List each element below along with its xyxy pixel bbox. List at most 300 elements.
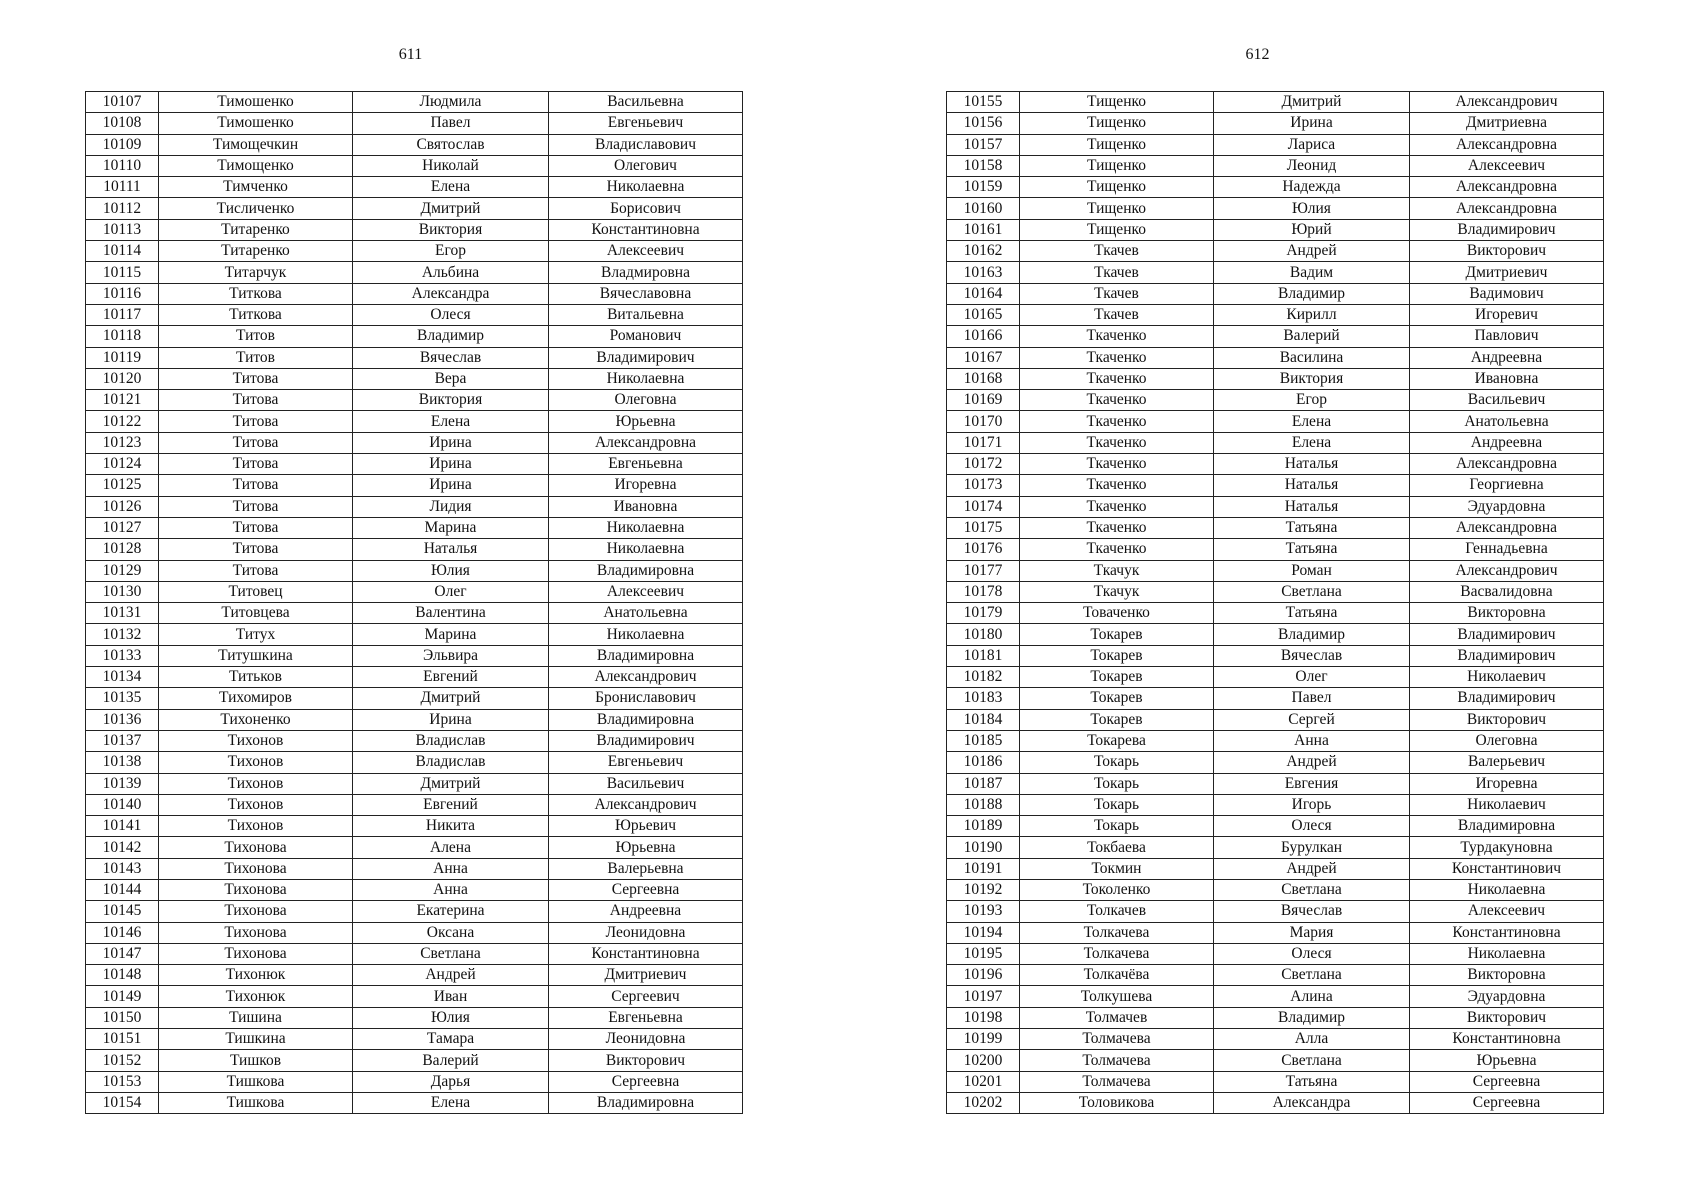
patronymic-cell: Алексеевич <box>1410 155 1604 176</box>
patronymic-cell: Сергеевна <box>549 1071 743 1092</box>
record-id-cell: 10182 <box>947 667 1020 688</box>
patronymic-cell: Вячеславовна <box>549 283 743 304</box>
table-row <box>947 198 1604 219</box>
page-right <box>845 0 1690 1200</box>
record-id-cell: 10112 <box>86 198 159 219</box>
record-id-cell: 10108 <box>86 113 159 134</box>
table-row <box>86 603 743 624</box>
record-id-cell: 10128 <box>86 539 159 560</box>
record-id-cell: 10180 <box>947 624 1020 645</box>
first-name-cell: Олеся <box>1214 816 1410 837</box>
first-name-cell: Игорь <box>1214 794 1410 815</box>
first-name-cell: Бурулкан <box>1214 837 1410 858</box>
first-name-cell: Наталья <box>353 539 549 560</box>
first-name-cell: Никита <box>353 816 549 837</box>
record-id-cell: 10142 <box>86 837 159 858</box>
last-name-cell: Тихонова <box>159 858 353 879</box>
patronymic-cell: Николаевна <box>549 368 743 389</box>
record-id-cell: 10145 <box>86 901 159 922</box>
first-name-cell: Ирина <box>353 432 549 453</box>
first-name-cell: Анна <box>1214 730 1410 751</box>
table-row <box>947 496 1604 517</box>
table-row <box>86 965 743 986</box>
record-id-cell: 10174 <box>947 496 1020 517</box>
table-row <box>947 411 1604 432</box>
first-name-cell: Виктория <box>1214 368 1410 389</box>
table-row <box>947 134 1604 155</box>
first-name-cell: Евгений <box>353 667 549 688</box>
patronymic-cell: Юрьевна <box>549 837 743 858</box>
first-name-cell: Николай <box>353 155 549 176</box>
record-id-cell: 10162 <box>947 241 1020 262</box>
record-id-cell: 10186 <box>947 752 1020 773</box>
table-row <box>86 368 743 389</box>
first-name-cell: Вера <box>353 368 549 389</box>
table-row <box>947 347 1604 368</box>
first-name-cell: Юрий <box>1214 219 1410 240</box>
patronymic-cell: Анатольевна <box>549 603 743 624</box>
patronymic-cell: Викторович <box>549 1050 743 1071</box>
last-name-cell: Тимошенко <box>159 92 353 113</box>
table-row <box>86 773 743 794</box>
first-name-cell: Ирина <box>353 709 549 730</box>
last-name-cell: Ткачев <box>1020 304 1214 325</box>
patronymic-cell: Николаевна <box>1410 879 1604 900</box>
last-name-cell: Токарь <box>1020 773 1214 794</box>
table-row <box>947 794 1604 815</box>
first-name-cell: Светлана <box>1214 581 1410 602</box>
last-name-cell: Токбаева <box>1020 837 1214 858</box>
patronymic-cell: Васильевич <box>1410 390 1604 411</box>
last-name-cell: Ткаченко <box>1020 411 1214 432</box>
table-row <box>86 709 743 730</box>
first-name-cell: Татьяна <box>1214 603 1410 624</box>
table-row <box>947 262 1604 283</box>
table-row <box>947 92 1604 113</box>
table-row <box>947 667 1604 688</box>
patronymic-cell: Олегович <box>549 155 743 176</box>
first-name-cell: Валерий <box>353 1050 549 1071</box>
first-name-cell: Владислав <box>353 752 549 773</box>
last-name-cell: Токарев <box>1020 688 1214 709</box>
last-name-cell: Тихонов <box>159 773 353 794</box>
first-name-cell: Юлия <box>1214 198 1410 219</box>
first-name-cell: Владимир <box>1214 1007 1410 1028</box>
patronymic-cell: Владимирович <box>1410 645 1604 666</box>
first-name-cell: Дарья <box>353 1071 549 1092</box>
record-id-cell: 10195 <box>947 943 1020 964</box>
patronymic-cell: Владимировна <box>549 709 743 730</box>
first-name-cell: Лариса <box>1214 134 1410 155</box>
record-id-cell: 10130 <box>86 581 159 602</box>
record-id-cell: 10196 <box>947 965 1020 986</box>
record-id-cell: 10175 <box>947 517 1020 538</box>
table-row <box>947 283 1604 304</box>
table-row <box>86 1092 743 1113</box>
record-id-cell: 10109 <box>86 134 159 155</box>
first-name-cell: Александра <box>353 283 549 304</box>
first-name-cell: Кирилл <box>1214 304 1410 325</box>
record-id-cell: 10127 <box>86 517 159 538</box>
record-id-cell: 10188 <box>947 794 1020 815</box>
first-name-cell: Алена <box>353 837 549 858</box>
last-name-cell: Титова <box>159 496 353 517</box>
table-row <box>86 432 743 453</box>
record-id-cell: 10177 <box>947 560 1020 581</box>
last-name-cell: Тишкина <box>159 1029 353 1050</box>
first-name-cell: Вадим <box>1214 262 1410 283</box>
table-row <box>86 858 743 879</box>
table-row <box>947 241 1604 262</box>
patronymic-cell: Евгеньевич <box>549 752 743 773</box>
last-name-cell: Токоленко <box>1020 879 1214 900</box>
first-name-cell: Егор <box>353 241 549 262</box>
last-name-cell: Тищенко <box>1020 177 1214 198</box>
last-name-cell: Ткаченко <box>1020 517 1214 538</box>
table-row <box>86 581 743 602</box>
first-name-cell: Мария <box>1214 922 1410 943</box>
last-name-cell: Толовикова <box>1020 1092 1214 1113</box>
first-name-cell: Дмитрий <box>353 688 549 709</box>
patronymic-cell: Александровна <box>1410 134 1604 155</box>
record-id-cell: 10132 <box>86 624 159 645</box>
record-id-cell: 10198 <box>947 1007 1020 1028</box>
table-row <box>947 155 1604 176</box>
last-name-cell: Толкачева <box>1020 943 1214 964</box>
patronymic-cell: Витальевна <box>549 304 743 325</box>
table-row <box>86 539 743 560</box>
patronymic-cell: Николаевна <box>549 517 743 538</box>
record-id-cell: 10138 <box>86 752 159 773</box>
last-name-cell: Тищенко <box>1020 155 1214 176</box>
record-id-cell: 10194 <box>947 922 1020 943</box>
last-name-cell: Толкушева <box>1020 986 1214 1007</box>
last-name-cell: Толмачева <box>1020 1050 1214 1071</box>
last-name-cell: Токмин <box>1020 858 1214 879</box>
record-id-cell: 10151 <box>86 1029 159 1050</box>
table-row <box>86 241 743 262</box>
first-name-cell: Виктория <box>353 390 549 411</box>
roster-table <box>85 91 743 1114</box>
table-row <box>86 454 743 475</box>
first-name-cell: Павел <box>353 113 549 134</box>
record-id-cell: 10191 <box>947 858 1020 879</box>
last-name-cell: Тимощечкин <box>159 134 353 155</box>
table-row <box>86 390 743 411</box>
patronymic-cell: Юрьевич <box>549 816 743 837</box>
table-row <box>86 475 743 496</box>
patronymic-cell: Николаевна <box>549 539 743 560</box>
table-row <box>86 134 743 155</box>
last-name-cell: Ткаченко <box>1020 368 1214 389</box>
patronymic-cell: Владимирович <box>549 730 743 751</box>
patronymic-cell: Дмитриевич <box>1410 262 1604 283</box>
last-name-cell: Толкачев <box>1020 901 1214 922</box>
record-id-cell: 10114 <box>86 241 159 262</box>
last-name-cell: Тищенко <box>1020 134 1214 155</box>
first-name-cell: Владимир <box>353 326 549 347</box>
record-id-cell: 10141 <box>86 816 159 837</box>
record-id-cell: 10193 <box>947 901 1020 922</box>
first-name-cell: Светлана <box>1214 1050 1410 1071</box>
last-name-cell: Тихоненко <box>159 709 353 730</box>
last-name-cell: Тишкова <box>159 1092 353 1113</box>
table-row <box>947 858 1604 879</box>
patronymic-cell: Борисович <box>549 198 743 219</box>
last-name-cell: Ткаченко <box>1020 454 1214 475</box>
patronymic-cell: Викторович <box>1410 241 1604 262</box>
record-id-cell: 10139 <box>86 773 159 794</box>
record-id-cell: 10184 <box>947 709 1020 730</box>
first-name-cell: Анна <box>353 879 549 900</box>
patronymic-cell: Дмитриевич <box>549 965 743 986</box>
patronymic-cell: Эдуардовна <box>1410 986 1604 1007</box>
table-row <box>86 177 743 198</box>
last-name-cell: Токарева <box>1020 730 1214 751</box>
table-row <box>86 283 743 304</box>
record-id-cell: 10137 <box>86 730 159 751</box>
patronymic-cell: Константиновна <box>549 943 743 964</box>
table-row <box>86 411 743 432</box>
last-name-cell: Токарев <box>1020 667 1214 688</box>
record-id-cell: 10110 <box>86 155 159 176</box>
first-name-cell: Алла <box>1214 1029 1410 1050</box>
first-name-cell: Наталья <box>1214 475 1410 496</box>
patronymic-cell: Сергеевна <box>1410 1071 1604 1092</box>
patronymic-cell: Александрович <box>1410 560 1604 581</box>
first-name-cell: Светлана <box>1214 879 1410 900</box>
record-id-cell: 10155 <box>947 92 1020 113</box>
record-id-cell: 10197 <box>947 986 1020 1007</box>
table-row <box>947 837 1604 858</box>
record-id-cell: 10147 <box>86 943 159 964</box>
table-row <box>947 688 1604 709</box>
last-name-cell: Тихонюк <box>159 965 353 986</box>
record-id-cell: 10140 <box>86 794 159 815</box>
patronymic-cell: Владимировна <box>549 1092 743 1113</box>
table-row <box>86 560 743 581</box>
record-id-cell: 10124 <box>86 454 159 475</box>
first-name-cell: Святослав <box>353 134 549 155</box>
table-row <box>947 603 1604 624</box>
first-name-cell: Ирина <box>353 475 549 496</box>
patronymic-cell: Юрьевна <box>1410 1050 1604 1071</box>
patronymic-cell: Сергеевич <box>549 986 743 1007</box>
first-name-cell: Андрей <box>1214 858 1410 879</box>
patronymic-cell: Романович <box>549 326 743 347</box>
table-row <box>947 177 1604 198</box>
patronymic-cell: Викторовна <box>1410 965 1604 986</box>
last-name-cell: Ткачук <box>1020 581 1214 602</box>
patronymic-cell: Васильевич <box>549 773 743 794</box>
last-name-cell: Титова <box>159 539 353 560</box>
last-name-cell: Титовец <box>159 581 353 602</box>
last-name-cell: Ткаченко <box>1020 475 1214 496</box>
record-id-cell: 10160 <box>947 198 1020 219</box>
record-id-cell: 10153 <box>86 1071 159 1092</box>
patronymic-cell: Турдакуновна <box>1410 837 1604 858</box>
record-id-cell: 10158 <box>947 155 1020 176</box>
last-name-cell: Титовцева <box>159 603 353 624</box>
patronymic-cell: Евгеньевич <box>549 113 743 134</box>
first-name-cell: Василина <box>1214 347 1410 368</box>
last-name-cell: Титова <box>159 475 353 496</box>
patronymic-cell: Павлович <box>1410 326 1604 347</box>
record-id-cell: 10200 <box>947 1050 1020 1071</box>
last-name-cell: Тимощенко <box>159 155 353 176</box>
patronymic-cell: Николаевич <box>1410 794 1604 815</box>
table-row <box>947 304 1604 325</box>
last-name-cell: Ткачук <box>1020 560 1214 581</box>
last-name-cell: Толкачева <box>1020 922 1214 943</box>
first-name-cell: Татьяна <box>1214 517 1410 538</box>
record-id-cell: 10146 <box>86 922 159 943</box>
record-id-cell: 10152 <box>86 1050 159 1071</box>
last-name-cell: Ткачев <box>1020 283 1214 304</box>
table-row <box>86 1007 743 1028</box>
last-name-cell: Титов <box>159 326 353 347</box>
last-name-cell: Толмачев <box>1020 1007 1214 1028</box>
first-name-cell: Дмитрий <box>1214 92 1410 113</box>
first-name-cell: Надежда <box>1214 177 1410 198</box>
table-row <box>947 879 1604 900</box>
record-id-cell: 10187 <box>947 773 1020 794</box>
first-name-cell: Вячеслав <box>353 347 549 368</box>
last-name-cell: Ткаченко <box>1020 347 1214 368</box>
patronymic-cell: Константиновна <box>1410 1029 1604 1050</box>
table-row <box>86 326 743 347</box>
patronymic-cell: Ивановна <box>549 496 743 517</box>
first-name-cell: Дмитрий <box>353 773 549 794</box>
patronymic-cell: Юрьевна <box>549 411 743 432</box>
table-row <box>86 624 743 645</box>
table-row <box>947 326 1604 347</box>
record-id-cell: 10168 <box>947 368 1020 389</box>
patronymic-cell: Владимировна <box>549 560 743 581</box>
table-row <box>86 816 743 837</box>
table-row <box>86 901 743 922</box>
last-name-cell: Титушкина <box>159 645 353 666</box>
last-name-cell: Ткачев <box>1020 241 1214 262</box>
first-name-cell: Елена <box>1214 432 1410 453</box>
first-name-cell: Светлана <box>353 943 549 964</box>
record-id-cell: 10129 <box>86 560 159 581</box>
record-id-cell: 10167 <box>947 347 1020 368</box>
last-name-cell: Титьков <box>159 667 353 688</box>
table-row <box>947 709 1604 730</box>
first-name-cell: Сергей <box>1214 709 1410 730</box>
last-name-cell: Тищенко <box>1020 219 1214 240</box>
patronymic-cell: Васильевна <box>549 92 743 113</box>
record-id-cell: 10149 <box>86 986 159 1007</box>
patronymic-cell: Николаевна <box>549 177 743 198</box>
record-id-cell: 10122 <box>86 411 159 432</box>
first-name-cell: Ирина <box>1214 113 1410 134</box>
patronymic-cell: Константинович <box>1410 858 1604 879</box>
record-id-cell: 10135 <box>86 688 159 709</box>
table-row <box>86 837 743 858</box>
table-row <box>86 1071 743 1092</box>
table-row <box>947 922 1604 943</box>
first-name-cell: Евгений <box>353 794 549 815</box>
first-name-cell: Андрей <box>353 965 549 986</box>
last-name-cell: Титкова <box>159 283 353 304</box>
first-name-cell: Вячеслав <box>1214 645 1410 666</box>
last-name-cell: Тихомиров <box>159 688 353 709</box>
patronymic-cell: Александровна <box>1410 454 1604 475</box>
first-name-cell: Екатерина <box>353 901 549 922</box>
first-name-cell: Олег <box>353 581 549 602</box>
last-name-cell: Титова <box>159 368 353 389</box>
first-name-cell: Ирина <box>353 454 549 475</box>
last-name-cell: Тимченко <box>159 177 353 198</box>
last-name-cell: Ткаченко <box>1020 496 1214 517</box>
record-id-cell: 10163 <box>947 262 1020 283</box>
record-id-cell: 10178 <box>947 581 1020 602</box>
first-name-cell: Юлия <box>353 560 549 581</box>
patronymic-cell: Васвалидовна <box>1410 581 1604 602</box>
last-name-cell: Титкова <box>159 304 353 325</box>
table-row <box>86 517 743 538</box>
first-name-cell: Александра <box>1214 1092 1410 1113</box>
last-name-cell: Тищенко <box>1020 92 1214 113</box>
last-name-cell: Ткаченко <box>1020 390 1214 411</box>
last-name-cell: Тисличенко <box>159 198 353 219</box>
patronymic-cell: Сергеевна <box>549 879 743 900</box>
last-name-cell: Титова <box>159 432 353 453</box>
last-name-cell: Ткачев <box>1020 262 1214 283</box>
last-name-cell: Титаренко <box>159 241 353 262</box>
record-id-cell: 10199 <box>947 1029 1020 1050</box>
table-row <box>86 922 743 943</box>
table-row <box>86 347 743 368</box>
first-name-cell: Вячеслав <box>1214 901 1410 922</box>
patronymic-cell: Георгиевна <box>1410 475 1604 496</box>
first-name-cell: Алина <box>1214 986 1410 1007</box>
first-name-cell: Елена <box>353 1092 549 1113</box>
patronymic-cell: Леонидовна <box>549 922 743 943</box>
patronymic-cell: Владимирович <box>1410 219 1604 240</box>
first-name-cell: Наталья <box>1214 496 1410 517</box>
record-id-cell: 10113 <box>86 219 159 240</box>
record-id-cell: 10171 <box>947 432 1020 453</box>
patronymic-cell: Игоревна <box>549 475 743 496</box>
patronymic-cell: Викторович <box>1410 709 1604 730</box>
first-name-cell: Андрей <box>1214 241 1410 262</box>
page-number: 611 <box>398 46 423 63</box>
first-name-cell: Владимир <box>1214 624 1410 645</box>
record-id-cell: 10165 <box>947 304 1020 325</box>
table-row <box>86 645 743 666</box>
patronymic-cell: Вадимович <box>1410 283 1604 304</box>
table-row <box>947 1029 1604 1050</box>
table-row <box>947 368 1604 389</box>
patronymic-cell: Брониславович <box>549 688 743 709</box>
record-id-cell: 10156 <box>947 113 1020 134</box>
first-name-cell: Лидия <box>353 496 549 517</box>
patronymic-cell: Игоревна <box>1410 773 1604 794</box>
table-row <box>86 198 743 219</box>
table-row <box>947 475 1604 496</box>
record-id-cell: 10157 <box>947 134 1020 155</box>
record-id-cell: 10150 <box>86 1007 159 1028</box>
record-id-cell: 10143 <box>86 858 159 879</box>
last-name-cell: Титова <box>159 560 353 581</box>
table-row <box>947 1050 1604 1071</box>
patronymic-cell: Николаевна <box>1410 943 1604 964</box>
table-row <box>947 1092 1604 1113</box>
table-row <box>86 794 743 815</box>
